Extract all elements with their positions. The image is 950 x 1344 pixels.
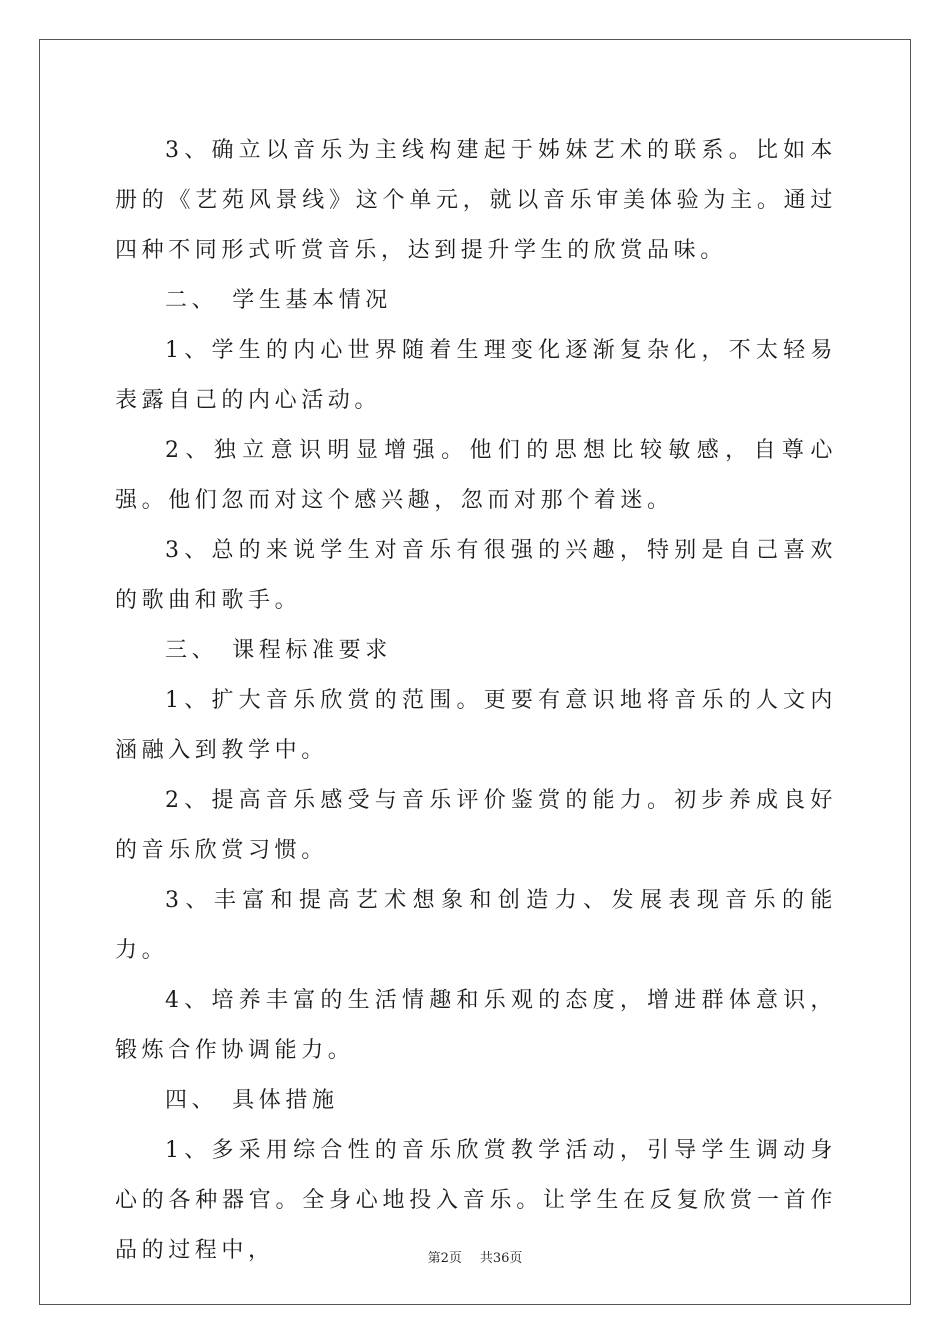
paragraph: 1、学生的内心世界随着生理变化逐渐复杂化，不太轻易表露自己的内心活动。	[115, 338, 837, 413]
section-title: 课程标准要求	[232, 638, 392, 663]
paragraph: 4、培养丰富的生活情趣和乐观的态度，增进群体意识，锻炼合作协调能力。	[115, 988, 837, 1063]
section-title: 学生基本情况	[232, 288, 392, 313]
paragraph: 2、独立意识明显增强。他们的思想比较敏感，自尊心强。他们忽而对这个感兴趣，忽而对那个着迷。	[115, 438, 837, 513]
section-number: 四、	[165, 1088, 219, 1113]
section-title: 具体措施	[232, 1088, 339, 1113]
page-total: 共36页	[479, 1251, 523, 1266]
paragraph: 3、总的来说学生对音乐有很强的兴趣，特别是自己喜欢的歌曲和歌手。	[115, 538, 837, 613]
page-footer	[0, 1247, 950, 1266]
document-body	[115, 126, 837, 1276]
section-number: 三、	[165, 638, 219, 663]
page-number: 第2页	[427, 1251, 462, 1266]
paragraph: 3、确立以音乐为主线构建起于姊妹艺术的联系。比如本册的《艺苑风景线》这个单元，就以音乐审美体验为主。通过四种不同形式听赏音乐，达到提升学生的欣赏品味。	[115, 138, 837, 263]
section-number: 二、	[165, 288, 219, 313]
section-heading	[115, 1076, 837, 1126]
paragraph: 3、丰富和提高艺术想象和创造力、发展表现音乐的能力。	[115, 888, 837, 963]
section-heading	[115, 626, 837, 676]
paragraph: 1、扩大音乐欣赏的范围。更要有意识地将音乐的人文内涵融入到教学中。	[115, 688, 837, 763]
section-heading	[115, 276, 837, 326]
paragraph: 1、多采用综合性的音乐欣赏教学活动，引导学生调动身心的各种器官。全身心地投入音乐。让学生在反复欣赏一首作品的过程中，	[115, 1138, 837, 1263]
paragraph: 2、提高音乐感受与音乐评价鉴赏的能力。初步养成良好的音乐欣赏习惯。	[115, 788, 837, 863]
